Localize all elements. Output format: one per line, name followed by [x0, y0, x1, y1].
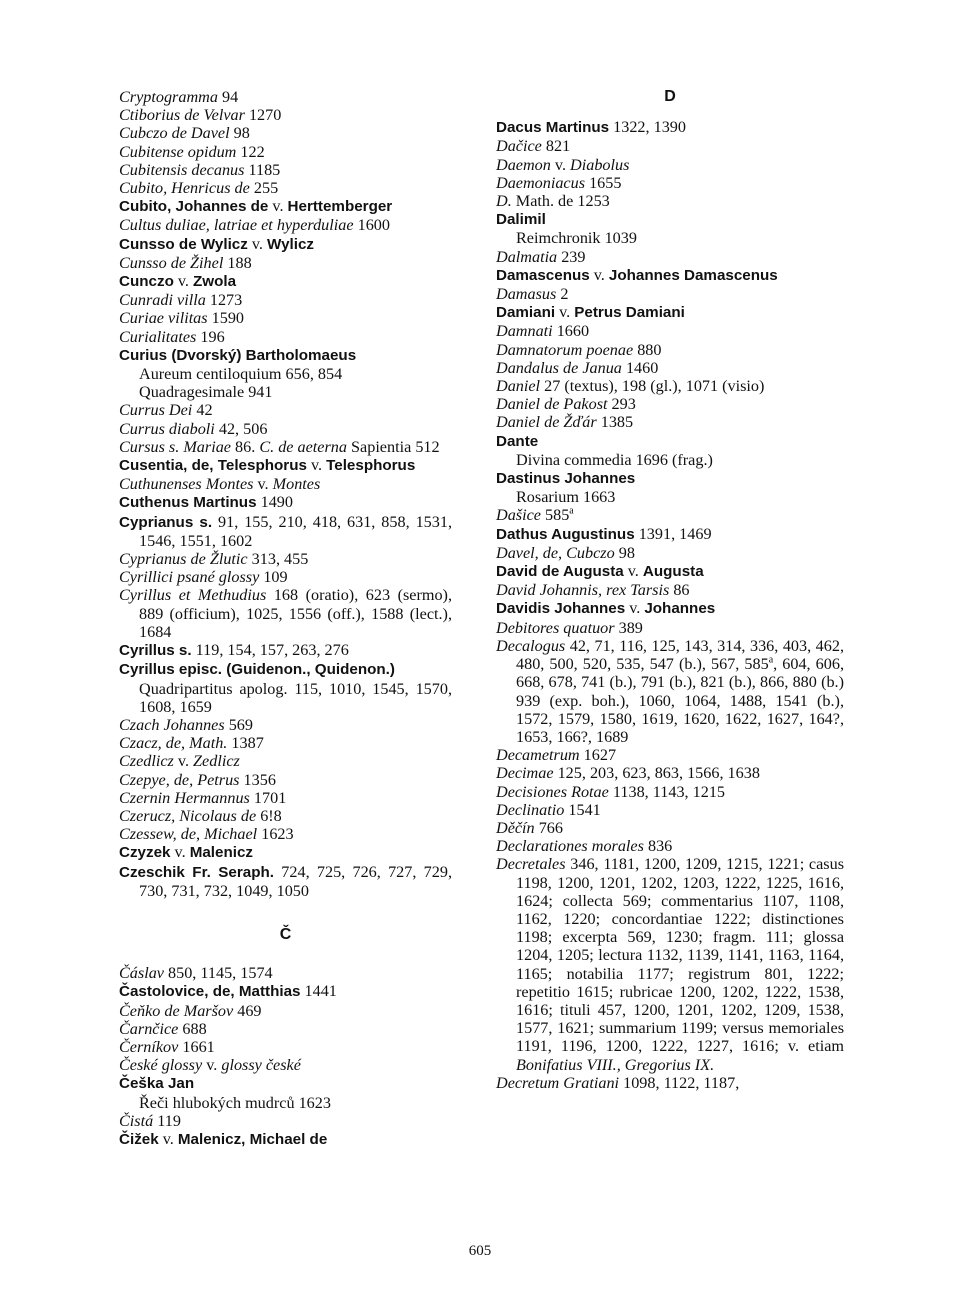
entry-term: D.: [496, 192, 512, 211]
index-entry: [496, 413, 844, 431]
entry-text: 91, 155, 210, 418, 631, 858, 1531, 1546, 1551, 1602: [139, 512, 453, 550]
index-entry: [119, 1056, 452, 1074]
entry-heading: Malenicz: [189, 844, 253, 862]
entry-text: 119: [153, 1111, 181, 1130]
entry-term: Czacz, de, Math.: [119, 734, 228, 753]
index-entry: [119, 438, 452, 456]
entry-term: Decalogus: [496, 636, 566, 655]
entry-text: v.: [555, 303, 575, 322]
entry-term: Cubitensis decanus: [119, 160, 245, 179]
index-entry: [119, 734, 452, 752]
entry-term: Cursus s. Mariae: [119, 437, 231, 456]
index-entry: [119, 641, 452, 660]
entry-heading: Augusta: [642, 563, 704, 581]
entry-text: 196: [196, 327, 225, 346]
index-entry: [496, 599, 844, 618]
index-entry: [119, 789, 452, 807]
index-entry: [496, 801, 844, 819]
entry-term: Decametrum: [496, 746, 580, 765]
index-entry: [496, 210, 844, 229]
index-entry: [119, 1020, 452, 1038]
entry-heading: Petrus Damiani: [574, 304, 685, 322]
entry-text: a: [569, 506, 574, 518]
entry-text: 1385: [596, 413, 634, 432]
entry-term: Declarationes morales: [496, 837, 644, 856]
entry-text: v.: [253, 475, 273, 494]
entry-text: 1273: [205, 291, 243, 310]
index-entry: [496, 395, 844, 413]
entry-text: 2: [556, 285, 569, 304]
entry-heading: Častolovice, de, Matthias: [119, 983, 301, 1001]
index-entry: [119, 982, 452, 1001]
entry-term: Cubitense opidum: [119, 142, 237, 161]
entry-text: v.: [268, 197, 288, 216]
index-entry: [119, 1112, 452, 1130]
index-entry: [119, 143, 452, 161]
index-entry: [496, 469, 844, 488]
entry-text: 346, 1181, 1200, 1209, 1215, 1221; casus 1198, 1200, 1201, 1202, 1203, 1222, 1225, 1616, 1624; collecta 569; commentarius 1107, 1108, 1162, 1220; concordantiae 1222; distinctiones 1198; excerpta 569, 1230; fragm. 111; glossa 1204, 1205; lectura 1132, 1139, 1141, 1163, 1164, 1165; notabilia 1177; registrum 801, 1222; repetitio 1615; rubricae 1200, 1202, 1222, 1538, 1616; tituli 457, 1200, 1201, 1202, 1209, 1538, 1577, 1621; summarium 1199; versus memoriales 1191, 1196, 1200, 1222, 1227, 1616; v. etiam: [516, 855, 844, 1056]
index-entry: [119, 216, 452, 234]
entry-heading: Dacus Martinus: [496, 119, 610, 137]
entry-heading: Dastinus Johannes: [496, 470, 636, 488]
entry-text: 1600: [353, 216, 390, 235]
entry-text: 6!8: [256, 806, 282, 825]
entry-text: 1661: [178, 1037, 215, 1056]
entry-text: v.: [623, 562, 643, 581]
entry-text: 724, 725, 726, 727, 729, 730, 731, 732, 1049, 1050: [139, 862, 453, 900]
entry-heading: Cubito, Johannes de: [119, 198, 269, 216]
entry-term: Daemon: [496, 155, 551, 174]
index-subentry: [496, 488, 844, 506]
entry-text: 86.: [230, 437, 260, 456]
entry-text: 27 (textus), 198 (gl.), 1071 (visio): [540, 377, 765, 396]
index-entry: [496, 837, 844, 855]
entry-heading: Zwola: [193, 273, 237, 291]
index-subentry: [119, 1094, 452, 1112]
index-entry: [496, 1074, 844, 1092]
entry-heading: Herttemberger: [287, 198, 393, 216]
index-entry: [496, 562, 844, 581]
entry-term: Decimae: [496, 764, 554, 783]
index-entry: [119, 456, 452, 475]
entry-text: 313, 455: [247, 550, 309, 569]
entry-term: Czessew, de, Michael: [119, 825, 258, 844]
entry-text: v.: [158, 1129, 178, 1148]
entry-text: 1391, 1469: [634, 524, 712, 543]
entry-text: 239: [557, 247, 586, 266]
entry-heading: Cyprianus s.: [119, 513, 213, 531]
entry-term: Cunradi villa: [119, 291, 206, 310]
index-entry: [119, 752, 452, 770]
index-entry: [496, 783, 844, 801]
entry-term: Cunsso de Žihel: [119, 253, 224, 272]
entry-heading: Čižek: [119, 1130, 159, 1148]
entry-text: v.: [202, 1056, 222, 1075]
entry-term: Dašice: [496, 506, 541, 525]
index-entry: [496, 581, 844, 599]
entry-heading: Damiani: [496, 304, 556, 322]
entry-text: 168 (oratio), 623 (sermo), 889 (officium), 1025, 1556 (off.), 1588 (lect.), 1684: [139, 586, 452, 641]
index-entry: [119, 1074, 452, 1093]
entry-term: Currus diaboli: [119, 419, 215, 438]
entry-text: 585: [540, 506, 570, 525]
index-entry: [496, 525, 844, 544]
entry-heading: Češka Jan: [119, 1075, 195, 1093]
index-entry: [496, 764, 844, 782]
entry-term: Čistá: [119, 1111, 154, 1130]
entries-d: [496, 118, 844, 1092]
index-subentry: [119, 383, 452, 401]
entry-text: Aureum centiloquium 656, 854: [139, 365, 343, 384]
entry-text: Reimchronik 1039: [516, 229, 637, 248]
entry-term: Cubito, Henricus de: [119, 179, 250, 198]
entry-text: Rosarium 1663: [516, 488, 616, 507]
entry-term: Zedlicz: [193, 752, 240, 771]
entry-term: Čeňko de Maršov: [119, 1001, 234, 1020]
entry-term: Czedlicz: [119, 752, 174, 771]
index-entry: [119, 106, 452, 124]
entry-text: 1322, 1390: [609, 118, 686, 137]
entry-term: Dačice: [496, 137, 542, 156]
index-entry: [496, 637, 844, 746]
entry-term: Decretales: [496, 855, 566, 874]
entry-text: 1655: [585, 173, 622, 192]
entry-term: Černíkov: [119, 1037, 179, 1056]
entry-term: Cyrillici psané glossy: [119, 568, 260, 587]
index-entry: [119, 1038, 452, 1056]
entry-text: 1138, 1143, 1215: [608, 782, 726, 801]
index-entry: [496, 118, 844, 137]
entry-term: Diabolus: [570, 155, 630, 174]
index-entry: [119, 586, 452, 641]
entry-text: v.: [173, 272, 194, 291]
index-entry: [496, 174, 844, 192]
entry-text: Quadragesimale 941: [139, 383, 273, 402]
index-entry: [119, 843, 452, 862]
entry-text: 1490: [256, 493, 293, 512]
index-entry: [496, 377, 844, 395]
entry-term: C. de aeterna: [259, 437, 347, 456]
entry-term: Czernin Hermannus: [119, 788, 250, 807]
entry-text: 109: [259, 568, 288, 587]
entry-term: Davel, de, Cubczo: [496, 543, 615, 562]
index-entry: [119, 475, 452, 493]
entry-heading: Czeschik Fr. Seraph.: [119, 863, 275, 881]
entry-text: 255: [249, 179, 279, 198]
entry-term: Děčín: [496, 818, 535, 837]
entry-heading: David de Augusta: [496, 563, 624, 581]
entry-term: Cultus duliae, latriae et hyperduliae: [119, 216, 354, 235]
entry-term: Curiae vilitas: [119, 309, 208, 328]
index-entry: [119, 88, 452, 106]
entry-heading: Wylicz: [267, 235, 315, 253]
entry-heading: Czyzek: [119, 844, 171, 862]
entry-text: 122: [236, 142, 265, 161]
entry-text: Divina commedia 1696 (frag.): [516, 450, 713, 469]
entry-heading: Cyrillus episc. (Guidenon., Quidenon.): [119, 661, 395, 679]
index-entry: [119, 420, 452, 438]
entry-text: 569: [224, 715, 253, 734]
entry-heading: Cunsso de Wylicz: [119, 235, 248, 253]
index-entry: [119, 401, 452, 419]
index-entry: [119, 328, 452, 346]
index-entry: [496, 619, 844, 637]
index-entry: [496, 544, 844, 562]
index-entry: [496, 819, 844, 837]
entry-term: Czerucz, Nicolaus de: [119, 806, 257, 825]
index-entry: [119, 964, 452, 982]
index-entry: [496, 156, 844, 174]
entry-term: Daniel de Žďár: [496, 413, 597, 432]
entry-text: v.: [625, 599, 645, 618]
entry-term: Damnati: [496, 322, 553, 341]
index-entry: [119, 272, 452, 291]
index-entry: [496, 322, 844, 340]
letter-heading-d: D: [664, 88, 676, 105]
entry-text: 42, 506: [214, 419, 268, 438]
index-entry: [119, 179, 452, 197]
entry-text: 1441: [300, 982, 337, 1001]
entry-text: 1590: [207, 309, 245, 328]
entry-heading: Dante: [496, 432, 539, 450]
entry-text: 389: [614, 618, 643, 637]
entry-heading: Cunczo: [119, 273, 174, 291]
index-entry: [496, 248, 844, 266]
entry-text: 86: [669, 581, 690, 600]
entry-text: a: [768, 654, 774, 666]
entry-term: Ctiborius de Velvar: [119, 106, 245, 125]
entry-text: 1660: [552, 322, 590, 341]
index-entry: [496, 359, 844, 377]
entry-text: 98: [614, 543, 635, 562]
index-entry: [119, 124, 452, 142]
entry-term: David Johannis, rex Tarsis: [496, 581, 670, 600]
index-entry: [119, 161, 452, 179]
entry-text: 188: [223, 253, 252, 272]
index-entry: [119, 568, 452, 586]
index-entry: [119, 197, 452, 216]
entry-text: v.: [173, 752, 194, 771]
entry-text: v.: [170, 843, 190, 862]
entry-term: Currus Dei: [119, 401, 193, 420]
index-entry: [119, 825, 452, 843]
index-entry: [119, 863, 452, 900]
entry-term: Daniel: [496, 377, 541, 396]
entry-term: Cyprianus de Žlutic: [119, 550, 248, 569]
entry-text: 293: [607, 395, 636, 414]
index-entry: [496, 192, 844, 210]
entry-heading: Malenicz, Michael de: [177, 1130, 328, 1148]
entry-term: Cubczo de Davel: [119, 124, 230, 143]
entry-heading: Telesphorus: [326, 457, 416, 475]
index-entry: [119, 1002, 452, 1020]
page-number: 605: [468, 1243, 492, 1259]
entry-text: v.: [589, 265, 609, 284]
entry-term: Damnatorum poenae: [496, 340, 634, 359]
index-entry: [496, 341, 844, 359]
entry-text: 125, 203, 623, 863, 1566, 1638: [553, 764, 760, 783]
entry-heading: Dalimil: [496, 211, 546, 229]
index-subentry: [496, 229, 844, 247]
entry-term: České glossy: [119, 1056, 203, 1075]
index-subentry: [119, 680, 452, 716]
entry-text: v.: [306, 456, 327, 475]
entry-text: Sapientia 512: [346, 437, 440, 456]
entry-term: Czach Johannes: [119, 715, 225, 734]
index-entry: [119, 1130, 452, 1149]
entry-text: 1460: [621, 358, 659, 377]
entry-text: 1387: [227, 734, 264, 753]
entry-text: 821: [541, 137, 571, 156]
entry-term: Cryptogramma: [119, 88, 218, 106]
entry-term: Dandalus de Janua: [496, 358, 622, 377]
entry-text: Math. de 1253: [511, 192, 610, 211]
index-entry: [119, 660, 452, 679]
entry-heading: Cyrillus s.: [119, 642, 192, 660]
entry-term: Cyrillus et Methudius: [119, 586, 267, 605]
entry-text: 94: [217, 88, 239, 106]
entry-term: Bonifatius VIII., Gregorius IX.: [516, 1055, 715, 1074]
entry-term: Debitores quatuor: [496, 618, 615, 637]
entry-text: 1623: [257, 825, 294, 844]
entry-heading: Davidis Johannes: [496, 600, 626, 618]
index-entry: [119, 771, 452, 789]
entry-text: Řeči hlubokých mudrců 1623: [139, 1093, 331, 1112]
index-entry: [496, 285, 844, 303]
index-entry: [119, 550, 452, 568]
letter-heading-c-caron: Č: [279, 925, 292, 943]
entry-term: Decisiones Rotae: [496, 782, 609, 801]
index-entry: [119, 235, 452, 254]
entry-text: 1701: [249, 788, 287, 807]
index-entry: [119, 346, 452, 365]
entry-term: Daniel de Pakost: [496, 395, 608, 414]
entry-text: 880: [633, 340, 662, 359]
index-entry: [496, 137, 844, 155]
entry-heading: Johannes: [644, 600, 716, 618]
entry-term: glossy české: [221, 1056, 301, 1075]
entry-term: Curialitates: [119, 327, 197, 346]
entry-text: 42, 71, 116, 125, 143, 314, 336, 403, 462, 480, 500, 520, 535, 547 (b.), 567, 585: [516, 636, 844, 674]
entry-heading: Cusentia, de, Telesphorus: [119, 457, 307, 475]
index-entry: [496, 303, 844, 322]
index-entry: [119, 716, 452, 734]
entry-text: 1270: [244, 106, 282, 125]
index-entry: [119, 291, 452, 309]
index-entry: [496, 432, 844, 451]
entry-text: , 604, 606, 668, 678, 741 (b.), 791 (b.), 821 (b.), 866, 880 (b.) 939 (exp. boh.), 1060, 1064, 1488, 1541 (b.), 1572, 1579, 1580, 1619, 1620, 1622, 1627, 164?, 1653, 166?, 1689: [516, 655, 845, 746]
index-entry: [119, 807, 452, 825]
entry-text: 1098, 1122, 1187,: [619, 1073, 740, 1092]
entry-text: 688: [178, 1019, 207, 1038]
entry-term: Damasus: [496, 285, 557, 304]
entry-term: Decretum Gratiani: [496, 1073, 620, 1092]
entry-term: Čarnčice: [119, 1019, 179, 1038]
index-entry: [119, 493, 452, 512]
entry-text: Quadripartitus apolog. 115, 1010, 1545, 1570, 1608, 1659: [139, 679, 452, 716]
entry-term: Daemoniacus: [496, 173, 586, 192]
entries-c: [119, 88, 452, 900]
entry-text: 119, 154, 157, 263, 276: [191, 641, 349, 660]
index-subentry: [119, 365, 452, 383]
entry-term: Čáslav: [119, 964, 164, 983]
entry-heading: Cuthenus Martinus: [119, 494, 257, 512]
index-entry: [496, 746, 844, 764]
entry-text: 766: [534, 818, 563, 837]
entry-text: 836: [643, 837, 673, 856]
entry-text: v.: [247, 234, 268, 253]
entry-term: Cuthunenses Montes: [119, 475, 254, 494]
entry-text: 1541: [564, 800, 601, 819]
entry-text: 1185: [244, 160, 281, 179]
index-entry: [496, 266, 844, 285]
entry-text: 1627: [579, 746, 617, 765]
entry-text: 850, 1145, 1574: [163, 964, 273, 983]
index-entry: [496, 855, 844, 1073]
entries-c-caron: [119, 964, 452, 1149]
entry-text: 469: [233, 1001, 262, 1020]
right-column: [496, 88, 844, 1092]
entry-term: Czepye, de, Petrus: [119, 770, 240, 789]
index-entry: [119, 513, 452, 550]
entry-heading: Curius (Dvorský) Bartholomaeus: [119, 346, 357, 364]
index-entry: [119, 309, 452, 327]
entry-heading: Johannes Damascenus: [608, 266, 778, 284]
index-subentry: [496, 451, 844, 469]
entry-text: 98: [229, 124, 250, 143]
entry-term: Declinatio: [496, 800, 565, 819]
entry-term: Montes: [272, 475, 321, 494]
entry-term: Dalmatia: [496, 247, 558, 266]
entry-heading: Damascenus: [496, 266, 590, 284]
entry-text: 1356: [239, 770, 276, 789]
index-entry: [496, 506, 844, 524]
left-column: [119, 88, 452, 1149]
index-entry: [119, 254, 452, 272]
entry-text: v.: [550, 155, 571, 174]
entry-text: 42: [192, 401, 213, 420]
entry-heading: Dathus Augustinus: [496, 525, 635, 543]
